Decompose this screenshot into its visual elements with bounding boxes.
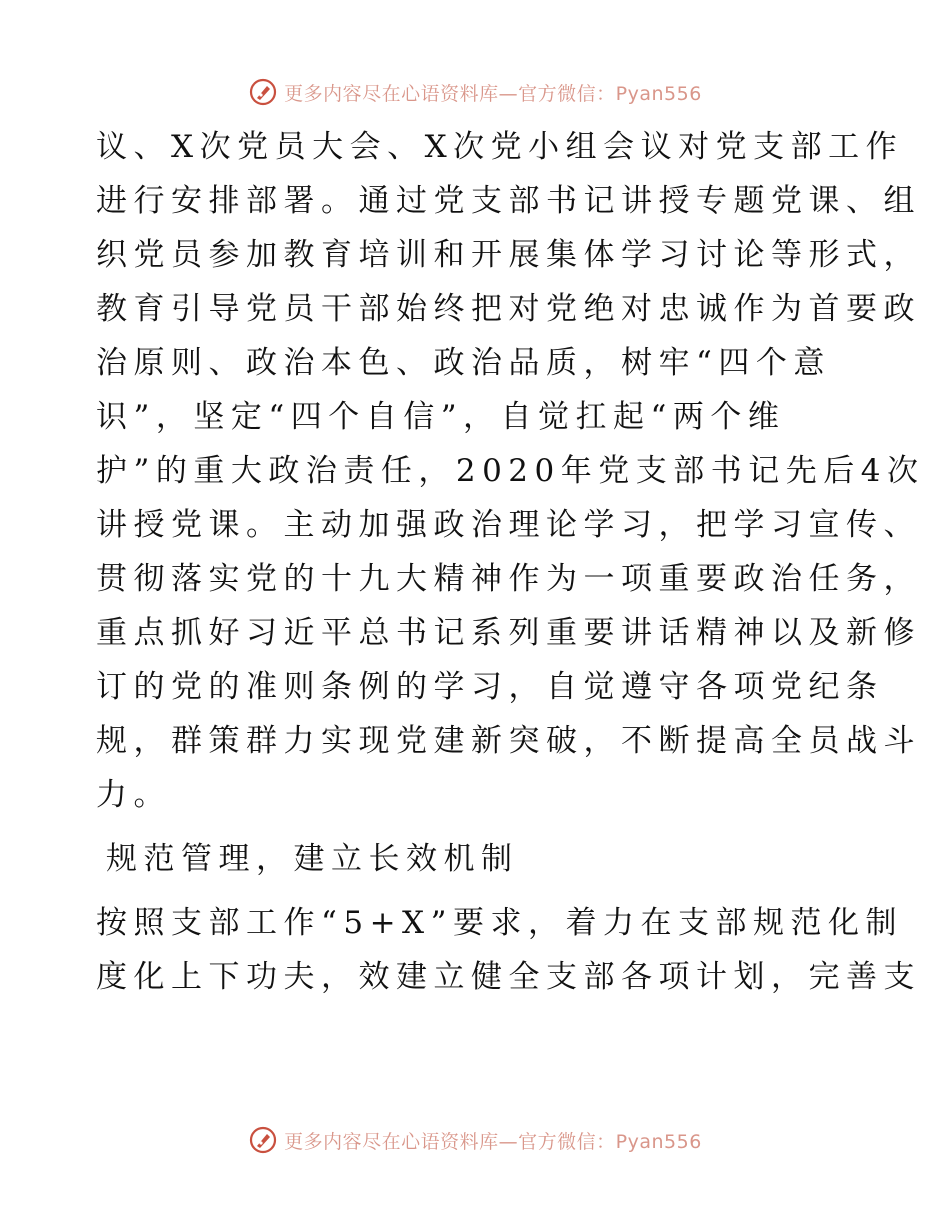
text-line: 讲授党课。主动加强政治理论学习，把学习宣传、 xyxy=(96,507,921,543)
text-line: 进行安排部署。通过党支部书记讲授专题党课、组 xyxy=(96,183,921,219)
text-line: 订的党的准则条例的学习，自觉遵守各项党纪条 xyxy=(96,669,884,705)
paragraph-1 xyxy=(96,120,925,822)
paragraph-2 xyxy=(96,896,921,1004)
text-line: 规，群策群力实现党建新突破，不断提高全员战斗 xyxy=(96,723,921,759)
text-line: 重点抓好习近平总书记系列重要讲话精神以及新修 xyxy=(96,615,921,651)
text-line: 力。 xyxy=(96,777,171,813)
footer-watermark xyxy=(0,1120,950,1160)
pen-nib-icon xyxy=(248,77,278,107)
text-line: 识”，坚定“四个自信”，自觉扛起“两个维 xyxy=(96,399,786,435)
watermark-text: 更多内容尽在心语资料库—官方微信：Pyan556 xyxy=(284,82,702,105)
text-line: 贯彻落实党的十九大精神作为一项重要政治任务， xyxy=(96,561,921,597)
text-line: 织党员参加教育培训和开展集体学习讨论等形式， xyxy=(96,237,921,273)
watermark-text: 更多内容尽在心语资料库—官方微信：Pyan556 xyxy=(284,1130,702,1153)
header-watermark xyxy=(0,72,950,112)
pen-nib-icon xyxy=(248,1125,278,1155)
text-line: 议、X次党员大会、X次党小组会议对党支部工作 xyxy=(96,129,904,165)
section-heading: 规范管理，建立长效机制 xyxy=(106,841,519,877)
document-body xyxy=(96,120,925,1004)
text-line: 护”的重大政治责任，2020年党支部书记先后4次 xyxy=(96,453,925,489)
text-line: 治原则、政治本色、政治品质，树牢“四个意 xyxy=(96,345,831,381)
text-line: 按照支部工作“5+X”要求，着力在支部规范化制 xyxy=(96,905,903,941)
text-line: 教育引导党员干部始终把对党绝对忠诚作为首要政 xyxy=(96,291,921,327)
text-line: 度化上下功夫，效建立健全支部各项计划，完善支 xyxy=(96,959,921,995)
